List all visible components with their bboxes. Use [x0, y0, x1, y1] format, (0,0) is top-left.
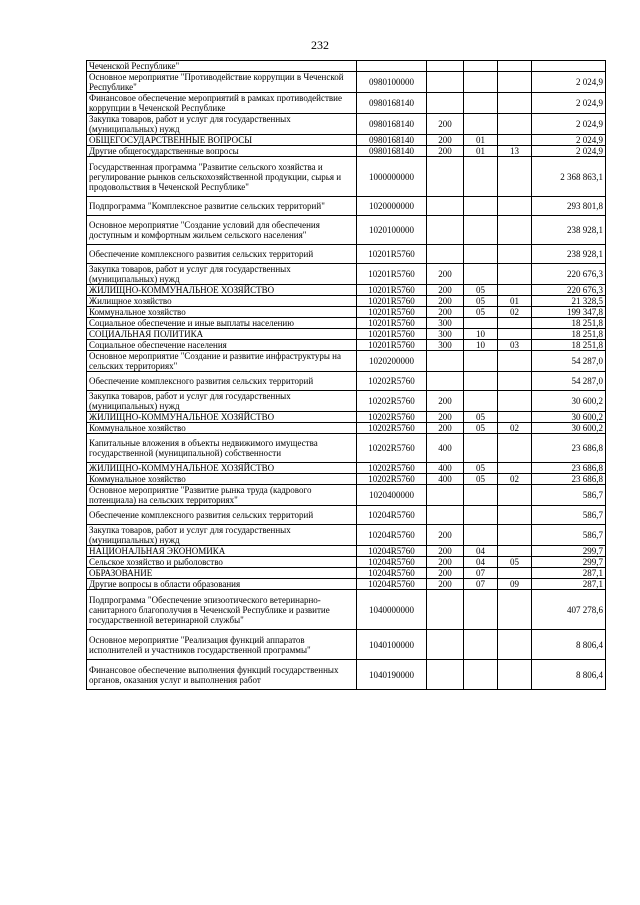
table-row: [87, 216, 606, 245]
cell-rz: 01: [464, 135, 498, 146]
cell-rz: 05: [464, 423, 498, 434]
cell-vr: [427, 630, 464, 660]
cell-sum: 238 928,1: [532, 245, 606, 264]
cell-name: Коммунальное хозяйство: [87, 474, 357, 485]
table-row: [87, 61, 606, 72]
cell-csr: 10201R5760: [357, 307, 427, 318]
cell-sum: 299,7: [532, 557, 606, 568]
table-row: [87, 506, 606, 525]
cell-rz: 07: [464, 568, 498, 579]
cell-name: СОЦИАЛЬНАЯ ПОЛИТИКА: [87, 329, 357, 340]
cell-vr: 200: [427, 114, 464, 135]
cell-vr: 300: [427, 318, 464, 329]
cell-sum: 2 024,9: [532, 146, 606, 157]
cell-csr: 1020400000: [357, 485, 427, 506]
cell-name: Капитальные вложения в объекты недвижимого имущества государственной (муниципальной) собственности: [87, 434, 357, 463]
cell-sum: 23 686,8: [532, 434, 606, 463]
cell-name: Финансовое обеспечение выполнения функций государственных органов, оказания услуг и выполнения работ: [87, 660, 357, 690]
cell-pr: 05: [498, 557, 532, 568]
cell-name: Финансовое обеспечение мероприятий в рамках противодействие коррупции в Чеченской Республике: [87, 93, 357, 114]
cell-csr: 10201R5760: [357, 245, 427, 264]
cell-pr: [498, 285, 532, 296]
cell-sum: 30 600,2: [532, 391, 606, 412]
table-row: [87, 329, 606, 340]
cell-name: Основное мероприятие "Противодействие коррупции в Чеченской Республике": [87, 72, 357, 93]
table-row: [87, 372, 606, 391]
table-row: [87, 412, 606, 423]
budget-table-body: [87, 61, 606, 690]
cell-vr: 200: [427, 423, 464, 434]
cell-csr: 10202R5760: [357, 391, 427, 412]
cell-sum: 586,7: [532, 506, 606, 525]
cell-csr: 10201R5760: [357, 318, 427, 329]
cell-pr: [498, 372, 532, 391]
table-row: [87, 146, 606, 157]
table-row: [87, 245, 606, 264]
cell-rz: [464, 485, 498, 506]
cell-vr: 200: [427, 525, 464, 546]
cell-pr: 02: [498, 307, 532, 318]
cell-rz: [464, 245, 498, 264]
cell-csr: 10202R5760: [357, 474, 427, 485]
cell-pr: [498, 463, 532, 474]
cell-name: НАЦИОНАЛЬНАЯ ЭКОНОМИКА: [87, 546, 357, 557]
cell-rz: 07: [464, 579, 498, 590]
cell-csr: 10204R5760: [357, 506, 427, 525]
cell-csr: 1020100000: [357, 216, 427, 245]
cell-vr: 200: [427, 135, 464, 146]
cell-pr: [498, 630, 532, 660]
cell-vr: [427, 485, 464, 506]
table-row: [87, 660, 606, 690]
table-row: [87, 157, 606, 197]
cell-sum: 238 928,1: [532, 216, 606, 245]
cell-pr: [498, 61, 532, 72]
cell-vr: 200: [427, 264, 464, 285]
table-row: [87, 351, 606, 372]
cell-rz: [464, 525, 498, 546]
cell-vr: 200: [427, 579, 464, 590]
cell-pr: [498, 506, 532, 525]
cell-name: ОБЩЕГОСУДАРСТВЕННЫЕ ВОПРОСЫ: [87, 135, 357, 146]
cell-csr: 10201R5760: [357, 329, 427, 340]
cell-pr: 02: [498, 474, 532, 485]
cell-sum: 287,1: [532, 579, 606, 590]
table-row: [87, 434, 606, 463]
cell-rz: [464, 157, 498, 197]
cell-pr: [498, 72, 532, 93]
table-row: [87, 391, 606, 412]
table-row: [87, 579, 606, 590]
cell-rz: [464, 216, 498, 245]
cell-sum: 54 287,0: [532, 372, 606, 391]
table-row: [87, 525, 606, 546]
cell-vr: 200: [427, 296, 464, 307]
cell-sum: 18 251,8: [532, 318, 606, 329]
cell-sum: 30 600,2: [532, 423, 606, 434]
table-row: [87, 285, 606, 296]
cell-rz: 01: [464, 146, 498, 157]
cell-name: Чеченской Республике": [87, 61, 357, 72]
table-row: [87, 474, 606, 485]
cell-csr: 10202R5760: [357, 372, 427, 391]
cell-vr: [427, 372, 464, 391]
table-row: [87, 114, 606, 135]
cell-csr: 10204R5760: [357, 557, 427, 568]
cell-name: Подпрограмма "Обеспечение эпизоотического ветеринарно-санитарного благополучия в Чеченской Республике и развитие государственной ветеринарной службы": [87, 590, 357, 630]
cell-rz: 05: [464, 285, 498, 296]
cell-sum: 18 251,8: [532, 340, 606, 351]
cell-vr: 300: [427, 329, 464, 340]
cell-csr: 0980168140: [357, 114, 427, 135]
cell-csr: 10202R5760: [357, 434, 427, 463]
cell-name: ЖИЛИЩНО-КОММУНАЛЬНОЕ ХОЗЯЙСТВО: [87, 285, 357, 296]
cell-csr: 10201R5760: [357, 285, 427, 296]
cell-vr: 200: [427, 557, 464, 568]
cell-rz: [464, 372, 498, 391]
cell-vr: [427, 157, 464, 197]
cell-pr: [498, 412, 532, 423]
table-row: [87, 135, 606, 146]
cell-name: Закупка товаров, работ и услуг для государственных (муниципальных) нужд: [87, 391, 357, 412]
table-row: [87, 197, 606, 216]
cell-pr: [498, 434, 532, 463]
cell-sum: 2 024,9: [532, 135, 606, 146]
cell-rz: 05: [464, 463, 498, 474]
cell-sum: 23 686,8: [532, 474, 606, 485]
table-row: [87, 264, 606, 285]
cell-vr: 200: [427, 307, 464, 318]
cell-pr: 02: [498, 423, 532, 434]
cell-rz: [464, 93, 498, 114]
cell-sum: 2 024,9: [532, 72, 606, 93]
cell-csr: 1000000000: [357, 157, 427, 197]
cell-name: Закупка товаров, работ и услуг для государственных (муниципальных) нужд: [87, 114, 357, 135]
cell-name: Закупка товаров, работ и услуг для государственных (муниципальных) нужд: [87, 264, 357, 285]
cell-sum: 299,7: [532, 546, 606, 557]
cell-rz: 05: [464, 307, 498, 318]
cell-csr: 0980168140: [357, 146, 427, 157]
cell-name: ОБРАЗОВАНИЕ: [87, 568, 357, 579]
cell-csr: 10201R5760: [357, 296, 427, 307]
cell-vr: 200: [427, 285, 464, 296]
cell-csr: 1040000000: [357, 590, 427, 630]
cell-pr: [498, 318, 532, 329]
cell-rz: [464, 630, 498, 660]
cell-pr: [498, 114, 532, 135]
cell-rz: [464, 318, 498, 329]
cell-rz: 04: [464, 546, 498, 557]
cell-name: Основное мероприятие "Создание и развитие инфраструктуры на сельских территориях": [87, 351, 357, 372]
table-row: [87, 590, 606, 630]
cell-pr: [498, 391, 532, 412]
cell-csr: 10201R5760: [357, 340, 427, 351]
cell-pr: [498, 660, 532, 690]
cell-rz: [464, 660, 498, 690]
cell-csr: 0980168140: [357, 93, 427, 114]
cell-csr: 0980168140: [357, 135, 427, 146]
cell-sum: 23 686,8: [532, 463, 606, 474]
cell-vr: 400: [427, 463, 464, 474]
cell-rz: 10: [464, 329, 498, 340]
cell-pr: [498, 546, 532, 557]
cell-sum: 287,1: [532, 568, 606, 579]
cell-sum: [532, 61, 606, 72]
table-row: [87, 307, 606, 318]
cell-rz: 05: [464, 296, 498, 307]
cell-name: Социальное обеспечение населения: [87, 340, 357, 351]
cell-name: Подпрограмма "Комплексное развитие сельских территорий": [87, 197, 357, 216]
cell-vr: 200: [427, 412, 464, 423]
cell-csr: 1020000000: [357, 197, 427, 216]
cell-vr: 200: [427, 146, 464, 157]
cell-sum: 586,7: [532, 485, 606, 506]
cell-csr: 10204R5760: [357, 568, 427, 579]
table-row: [87, 546, 606, 557]
cell-pr: [498, 197, 532, 216]
cell-name: Другие вопросы в области образования: [87, 579, 357, 590]
cell-rz: 05: [464, 474, 498, 485]
cell-name: Сельское хозяйство и рыболовство: [87, 557, 357, 568]
cell-pr: [498, 329, 532, 340]
cell-rz: [464, 197, 498, 216]
cell-rz: [464, 434, 498, 463]
cell-vr: 200: [427, 568, 464, 579]
cell-name: Обеспечение комплексного развития сельских территорий: [87, 506, 357, 525]
cell-sum: 2 024,9: [532, 93, 606, 114]
cell-sum: 8 806,4: [532, 660, 606, 690]
cell-sum: 586,7: [532, 525, 606, 546]
cell-vr: [427, 351, 464, 372]
cell-name: Коммунальное хозяйство: [87, 307, 357, 318]
cell-csr: 10201R5760: [357, 264, 427, 285]
cell-vr: [427, 93, 464, 114]
cell-sum: 407 278,6: [532, 590, 606, 630]
cell-sum: 54 287,0: [532, 351, 606, 372]
table-row: [87, 340, 606, 351]
cell-csr: 1040190000: [357, 660, 427, 690]
table-row: [87, 93, 606, 114]
cell-csr: 10202R5760: [357, 463, 427, 474]
cell-csr: 10202R5760: [357, 412, 427, 423]
cell-name: ЖИЛИЩНО-КОММУНАЛЬНОЕ ХОЗЯЙСТВО: [87, 463, 357, 474]
table-row: [87, 72, 606, 93]
cell-vr: [427, 61, 464, 72]
cell-name: Коммунальное хозяйство: [87, 423, 357, 434]
cell-vr: 300: [427, 340, 464, 351]
cell-vr: [427, 660, 464, 690]
cell-pr: [498, 525, 532, 546]
cell-rz: [464, 590, 498, 630]
cell-csr: 1040100000: [357, 630, 427, 660]
cell-sum: 220 676,3: [532, 264, 606, 285]
table-row: [87, 557, 606, 568]
cell-csr: 1020200000: [357, 351, 427, 372]
cell-rz: [464, 264, 498, 285]
cell-pr: 13: [498, 146, 532, 157]
cell-sum: 21 328,5: [532, 296, 606, 307]
table-row: [87, 423, 606, 434]
cell-rz: [464, 61, 498, 72]
cell-pr: [498, 135, 532, 146]
cell-rz: [464, 72, 498, 93]
table-row: [87, 485, 606, 506]
cell-pr: [498, 485, 532, 506]
cell-name: Обеспечение комплексного развития сельских территорий: [87, 245, 357, 264]
cell-vr: [427, 72, 464, 93]
cell-vr: 200: [427, 546, 464, 557]
cell-vr: 400: [427, 434, 464, 463]
cell-pr: [498, 157, 532, 197]
cell-rz: [464, 506, 498, 525]
cell-name: Другие общегосударственные вопросы: [87, 146, 357, 157]
cell-sum: 2 024,9: [532, 114, 606, 135]
cell-csr: 10202R5760: [357, 423, 427, 434]
cell-pr: 03: [498, 340, 532, 351]
cell-vr: 400: [427, 474, 464, 485]
table-row: [87, 318, 606, 329]
cell-pr: 09: [498, 579, 532, 590]
cell-pr: [498, 264, 532, 285]
cell-name: Закупка товаров, работ и услуг для государственных (муниципальных) нужд: [87, 525, 357, 546]
table-row: [87, 568, 606, 579]
cell-pr: 01: [498, 296, 532, 307]
cell-name: Основное мероприятие "Создание условий для обеспечения доступным и комфортным жильем сельского населения": [87, 216, 357, 245]
cell-csr: 10204R5760: [357, 525, 427, 546]
cell-rz: [464, 114, 498, 135]
cell-sum: 30 600,2: [532, 412, 606, 423]
cell-name: ЖИЛИЩНО-КОММУНАЛЬНОЕ ХОЗЯЙСТВО: [87, 412, 357, 423]
cell-pr: [498, 93, 532, 114]
cell-sum: 199 347,8: [532, 307, 606, 318]
cell-pr: [498, 351, 532, 372]
cell-sum: 293 801,8: [532, 197, 606, 216]
cell-rz: 05: [464, 412, 498, 423]
cell-name: Социальное обеспечение и иные выплаты населению: [87, 318, 357, 329]
cell-csr: 10204R5760: [357, 546, 427, 557]
cell-name: Основное мероприятие "Развитие рынка труда (кадрового потенциала) на сельских территориях": [87, 485, 357, 506]
cell-vr: 200: [427, 391, 464, 412]
table-row: [87, 296, 606, 307]
cell-rz: [464, 351, 498, 372]
cell-rz: 10: [464, 340, 498, 351]
cell-pr: [498, 216, 532, 245]
cell-vr: [427, 197, 464, 216]
cell-sum: 18 251,8: [532, 329, 606, 340]
cell-name: Государственная программа "Развитие сельского хозяйства и регулирование рынков сельскохозяйственной продукции, сырья и продовольствия в Чеченской Республике": [87, 157, 357, 197]
cell-vr: [427, 216, 464, 245]
table-row: [87, 463, 606, 474]
cell-vr: [427, 590, 464, 630]
page-number: 232: [311, 38, 329, 52]
cell-pr: [498, 568, 532, 579]
cell-pr: [498, 590, 532, 630]
cell-sum: 8 806,4: [532, 630, 606, 660]
cell-csr: [357, 61, 427, 72]
cell-vr: [427, 245, 464, 264]
cell-rz: [464, 391, 498, 412]
cell-name: Жилищное хозяйство: [87, 296, 357, 307]
cell-sum: 2 368 863,1: [532, 157, 606, 197]
cell-csr: 0980100000: [357, 72, 427, 93]
cell-csr: 10204R5760: [357, 579, 427, 590]
cell-vr: [427, 506, 464, 525]
cell-sum: 220 676,3: [532, 285, 606, 296]
cell-name: Основное мероприятие "Реализация функций аппаратов исполнителей и участников государственной программы": [87, 630, 357, 660]
cell-name: Обеспечение комплексного развития сельских территорий: [87, 372, 357, 391]
cell-pr: [498, 245, 532, 264]
cell-rz: 04: [464, 557, 498, 568]
table-row: [87, 630, 606, 660]
budget-table: [86, 60, 606, 690]
